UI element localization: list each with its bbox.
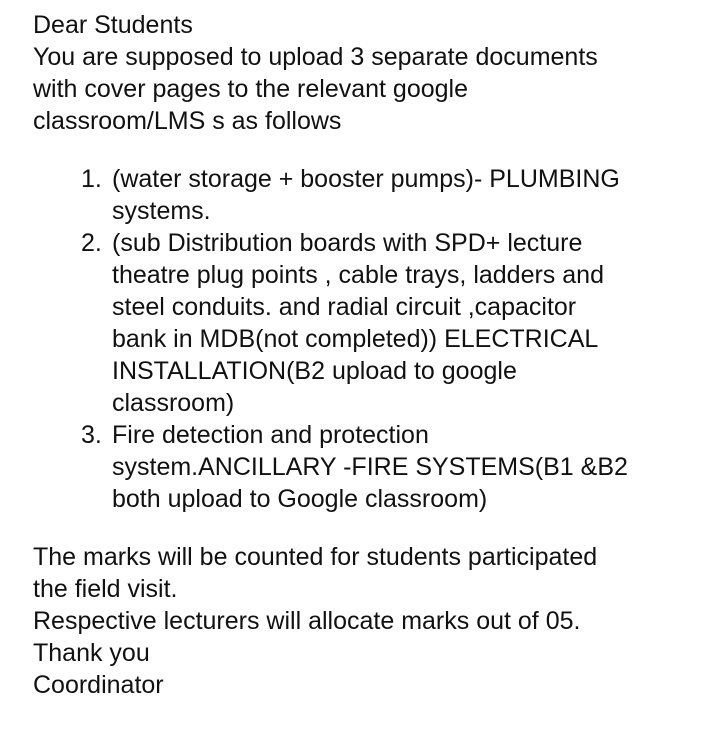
- list-item: [33, 419, 693, 515]
- document-list: [33, 163, 693, 515]
- list-item-line: systems.: [112, 197, 211, 225]
- list-item-line: system.ANCILLARY -FIRE SYSTEMS(B1 &B2: [112, 453, 628, 481]
- list-item: [33, 227, 693, 419]
- intro-line: classroom/LMS s as follows: [33, 107, 342, 135]
- thank-you: Thank you: [33, 639, 150, 667]
- list-item-text: [112, 163, 693, 227]
- signature: Coordinator: [33, 671, 164, 699]
- list-item-line: INSTALLATION(B2 upload to google: [112, 357, 517, 385]
- list-item-line: both upload to Google classroom): [112, 485, 488, 513]
- list-number: 3.: [81, 421, 102, 449]
- closing-paragraph: [33, 541, 693, 701]
- closing-line: the field visit.: [33, 575, 178, 603]
- list-item-text: [112, 419, 693, 515]
- list-item-text: [112, 227, 693, 419]
- list-item-line: steel conduits. and radial circuit ,capacitor: [112, 293, 577, 321]
- intro-line: with cover pages to the relevant google: [33, 75, 468, 103]
- intro-line: You are supposed to upload 3 separate documents: [33, 43, 598, 71]
- list-number: 1.: [81, 165, 102, 193]
- list-item: [33, 163, 693, 227]
- list-item-line: classroom): [112, 389, 235, 417]
- message-body: [33, 9, 693, 701]
- list-item-line: bank in MDB(not completed)) ELECTRICAL: [112, 325, 599, 353]
- list-item-line: (water storage + booster pumps)- PLUMBING: [112, 165, 620, 193]
- list-number: 2.: [81, 229, 102, 257]
- list-item-line: theatre plug points , cable trays, ladders and: [112, 261, 604, 289]
- closing-line: The marks will be counted for students participated: [33, 543, 598, 571]
- intro-paragraph: [33, 41, 693, 137]
- greeting: Dear Students: [33, 11, 193, 39]
- list-item-line: (sub Distribution boards with SPD+ lecture: [112, 229, 583, 257]
- list-item-line: Fire detection and protection: [112, 421, 429, 449]
- closing-line: Respective lecturers will allocate marks out of 05.: [33, 607, 581, 635]
